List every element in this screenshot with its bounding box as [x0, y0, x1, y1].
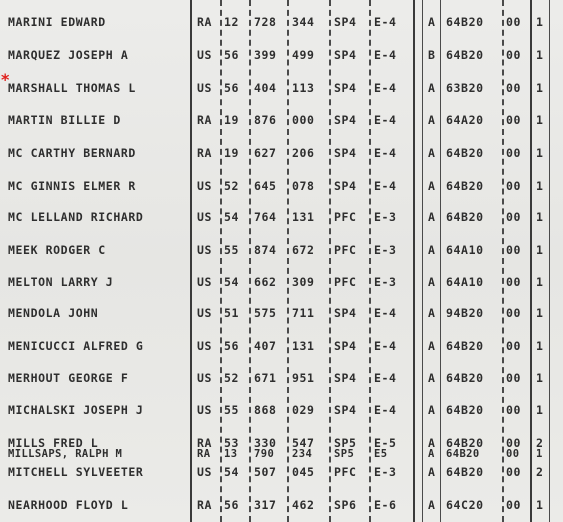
prefix-cell: US	[197, 465, 213, 479]
service-number-part-3: 000	[292, 113, 315, 127]
grade-cell: SP4	[334, 146, 357, 160]
status-code-cell: A	[428, 448, 435, 460]
count-cell: 1	[536, 146, 544, 160]
name-cell: MERHOUT GEORGE F	[8, 371, 129, 385]
service-number-part-3: 131	[292, 339, 315, 353]
grade-cell: PFC	[334, 465, 357, 479]
service-number-part-3: 131	[292, 210, 315, 224]
service-number-part-1: 13	[224, 448, 238, 460]
red-asterisk-marker: *	[1, 70, 10, 89]
code-cell: 00	[506, 15, 522, 29]
status-code-cell: B	[428, 48, 436, 62]
status-code-cell: A	[428, 436, 436, 450]
service-number-part-2: 330	[254, 436, 277, 450]
mos-cell: 94B20	[446, 306, 484, 320]
service-number-part-3: 499	[292, 48, 315, 62]
status-code-cell: A	[428, 179, 436, 193]
pay-grade-cell: E-4	[374, 306, 397, 320]
grade-cell: SP5	[334, 448, 355, 460]
pay-grade-cell: E-4	[374, 339, 397, 353]
pay-grade-cell: E-4	[374, 179, 397, 193]
status-code-cell: A	[428, 306, 436, 320]
code-cell: 00	[506, 48, 522, 62]
name-cell: MEEK RODGER C	[8, 243, 106, 257]
status-code-cell: A	[428, 210, 436, 224]
mos-cell: 64A10	[446, 275, 484, 289]
name-cell: MC LELLAND RICHARD	[8, 210, 144, 224]
name-cell: MENICUCCI ALFRED G	[8, 339, 144, 353]
grade-cell: PFC	[334, 243, 357, 257]
service-number-part-1: 52	[224, 179, 240, 193]
service-number-part-1: 55	[224, 243, 240, 257]
service-number-part-1: 54	[224, 465, 240, 479]
count-cell: 1	[536, 210, 544, 224]
count-cell: 1	[536, 498, 544, 512]
name-cell: MC CARTHY BERNARD	[8, 146, 136, 160]
status-code-cell: A	[428, 371, 436, 385]
service-number-part-1: 19	[224, 146, 240, 160]
service-number-part-2: 407	[254, 339, 277, 353]
count-cell: 1	[536, 448, 543, 460]
service-number-part-3: 711	[292, 306, 315, 320]
grade-cell: SP4	[334, 306, 357, 320]
roster-row	[0, 45, 563, 65]
grade-cell: SP4	[334, 48, 357, 62]
prefix-cell: US	[197, 403, 213, 417]
grade-cell: SP4	[334, 403, 357, 417]
grade-cell: SP4	[334, 179, 357, 193]
prefix-cell: US	[197, 210, 213, 224]
mos-cell: 64B20	[446, 448, 480, 460]
code-cell: 00	[506, 465, 522, 479]
mos-cell: 64B20	[446, 48, 484, 62]
code-cell: 00	[506, 275, 522, 289]
roster-row	[0, 176, 563, 196]
prefix-cell: US	[197, 306, 213, 320]
pay-grade-cell: E-3	[374, 210, 397, 224]
mos-cell: 63B20	[446, 81, 484, 95]
pay-grade-cell: E-4	[374, 81, 397, 95]
status-code-cell: A	[428, 113, 436, 127]
name-cell: MARINI EDWARD	[8, 15, 106, 29]
code-cell: 00	[506, 339, 522, 353]
prefix-cell: US	[197, 371, 213, 385]
name-cell: NEARHOOD FLOYD L	[8, 498, 129, 512]
grade-cell: SP5	[334, 436, 357, 450]
service-number-part-3: 462	[292, 498, 315, 512]
service-number-part-1: 51	[224, 306, 240, 320]
roster-row	[0, 240, 563, 260]
roster-row	[0, 447, 563, 461]
service-number-part-3: 029	[292, 403, 315, 417]
service-number-part-2: 671	[254, 371, 277, 385]
count-cell: 1	[536, 275, 544, 289]
mos-cell: 64B20	[446, 179, 484, 193]
pay-grade-cell: E-5	[374, 436, 397, 450]
service-number-part-3: 547	[292, 436, 315, 450]
prefix-cell: US	[197, 275, 213, 289]
count-cell: 1	[536, 403, 544, 417]
status-code-cell: A	[428, 81, 436, 95]
count-cell: 1	[536, 339, 544, 353]
roster-row	[0, 272, 563, 292]
pay-grade-cell: E-3	[374, 243, 397, 257]
mos-cell: 64B20	[446, 15, 484, 29]
status-code-cell: A	[428, 465, 436, 479]
service-number-part-1: 53	[224, 436, 240, 450]
count-cell: 2	[536, 465, 544, 479]
pay-grade-cell: E-4	[374, 371, 397, 385]
service-number-part-1: 19	[224, 113, 240, 127]
prefix-cell: RA	[197, 146, 213, 160]
code-cell: 00	[506, 436, 522, 450]
code-cell: 00	[506, 210, 522, 224]
code-cell: 00	[506, 498, 522, 512]
pay-grade-cell: E-4	[374, 48, 397, 62]
name-cell: MILLSAPS, RALPH M	[8, 448, 123, 460]
roster-row	[0, 110, 563, 130]
grade-cell: SP4	[334, 371, 357, 385]
pay-grade-cell: E-6	[374, 498, 397, 512]
service-number-part-1: 56	[224, 339, 240, 353]
service-number-part-2: 728	[254, 15, 277, 29]
service-number-part-3: 078	[292, 179, 315, 193]
service-number-part-2: 507	[254, 465, 277, 479]
count-cell: 1	[536, 15, 544, 29]
mos-cell: 64B20	[446, 210, 484, 224]
service-number-part-2: 627	[254, 146, 277, 160]
mos-cell: 64B20	[446, 339, 484, 353]
service-number-part-3: 113	[292, 81, 315, 95]
grade-cell: SP4	[334, 15, 357, 29]
service-number-part-3: 951	[292, 371, 315, 385]
service-number-part-2: 317	[254, 498, 277, 512]
roster-row	[0, 368, 563, 388]
name-cell: MICHALSKI JOSEPH J	[8, 403, 144, 417]
roster-row	[0, 400, 563, 420]
pay-grade-cell: E-4	[374, 15, 397, 29]
roster-row	[0, 462, 563, 482]
prefix-cell: US	[197, 81, 213, 95]
code-cell: 00	[506, 146, 522, 160]
prefix-cell: US	[197, 48, 213, 62]
roster-row	[0, 78, 563, 98]
service-number-part-2: 868	[254, 403, 277, 417]
grade-cell: SP6	[334, 498, 357, 512]
code-cell: 00	[506, 81, 522, 95]
mos-cell: 64A20	[446, 113, 484, 127]
mos-cell: 64B20	[446, 436, 484, 450]
prefix-cell: RA	[197, 448, 211, 460]
service-number-part-3: 344	[292, 15, 315, 29]
grade-cell: SP4	[334, 81, 357, 95]
mos-cell: 64B20	[446, 371, 484, 385]
roster-row	[0, 336, 563, 356]
pay-grade-cell: E-4	[374, 403, 397, 417]
pay-grade-cell: E5	[374, 448, 388, 460]
roster-row	[0, 495, 563, 515]
name-cell: MITCHELL SYLVEETER	[8, 465, 144, 479]
count-cell: 1	[536, 48, 544, 62]
service-number-part-1: 54	[224, 210, 240, 224]
service-number-part-1: 55	[224, 403, 240, 417]
service-number-part-3: 672	[292, 243, 315, 257]
grade-cell: PFC	[334, 210, 357, 224]
name-cell: MARTIN BILLIE D	[8, 113, 121, 127]
mos-cell: 64B20	[446, 146, 484, 160]
prefix-cell: US	[197, 179, 213, 193]
pay-grade-cell: E-4	[374, 113, 397, 127]
status-code-cell: A	[428, 339, 436, 353]
pay-grade-cell: E-3	[374, 465, 397, 479]
pay-grade-cell: E-4	[374, 146, 397, 160]
count-cell: 1	[536, 371, 544, 385]
service-number-part-3: 234	[292, 448, 313, 460]
service-number-part-3: 045	[292, 465, 315, 479]
pay-grade-cell: E-3	[374, 275, 397, 289]
service-number-part-1: 56	[224, 498, 240, 512]
code-cell: 00	[506, 403, 522, 417]
count-cell: 1	[536, 306, 544, 320]
roster-row	[0, 303, 563, 323]
mos-cell: 64B20	[446, 465, 484, 479]
grade-cell: SP4	[334, 339, 357, 353]
service-number-part-2: 575	[254, 306, 277, 320]
roster-row	[0, 12, 563, 32]
service-number-part-2: 790	[254, 448, 275, 460]
name-cell: MILLS FRED L	[8, 436, 99, 450]
service-number-part-1: 56	[224, 48, 240, 62]
name-cell: MC GINNIS ELMER R	[8, 179, 136, 193]
count-cell: 2	[536, 436, 544, 450]
service-number-part-3: 309	[292, 275, 315, 289]
code-cell: 00	[506, 179, 522, 193]
prefix-cell: RA	[197, 15, 213, 29]
service-number-part-2: 399	[254, 48, 277, 62]
service-number-part-2: 404	[254, 81, 277, 95]
service-number-part-1: 52	[224, 371, 240, 385]
status-code-cell: A	[428, 15, 436, 29]
code-cell: 00	[506, 306, 522, 320]
service-number-part-1: 56	[224, 81, 240, 95]
mos-cell: 64A10	[446, 243, 484, 257]
service-number-part-2: 764	[254, 210, 277, 224]
name-cell: MARQUEZ JOSEPH A	[8, 48, 129, 62]
code-cell: 00	[506, 448, 520, 460]
prefix-cell: US	[197, 339, 213, 353]
code-cell: 00	[506, 243, 522, 257]
mos-cell: 64B20	[446, 403, 484, 417]
service-number-part-3: 206	[292, 146, 315, 160]
name-cell: MELTON LARRY J	[8, 275, 114, 289]
code-cell: 00	[506, 113, 522, 127]
status-code-cell: A	[428, 146, 436, 160]
name-cell: MARSHALL THOMAS L	[8, 81, 136, 95]
code-cell: 00	[506, 371, 522, 385]
service-number-part-2: 645	[254, 179, 277, 193]
service-number-part-2: 874	[254, 243, 277, 257]
service-number-part-2: 662	[254, 275, 277, 289]
service-number-part-1: 12	[224, 15, 240, 29]
roster-row	[0, 207, 563, 227]
count-cell: 1	[536, 81, 544, 95]
roster-row	[0, 143, 563, 163]
mos-cell: 64C20	[446, 498, 484, 512]
grade-cell: PFC	[334, 275, 357, 289]
grade-cell: SP4	[334, 113, 357, 127]
name-cell: MENDOLA JOHN	[8, 306, 99, 320]
prefix-cell: US	[197, 243, 213, 257]
service-number-part-2: 876	[254, 113, 277, 127]
status-code-cell: A	[428, 275, 436, 289]
prefix-cell: RA	[197, 436, 213, 450]
count-cell: 1	[536, 113, 544, 127]
count-cell: 1	[536, 179, 544, 193]
prefix-cell: RA	[197, 498, 213, 512]
prefix-cell: RA	[197, 113, 213, 127]
status-code-cell: A	[428, 243, 436, 257]
count-cell: 1	[536, 243, 544, 257]
status-code-cell: A	[428, 498, 436, 512]
status-code-cell: A	[428, 403, 436, 417]
service-number-part-1: 54	[224, 275, 240, 289]
